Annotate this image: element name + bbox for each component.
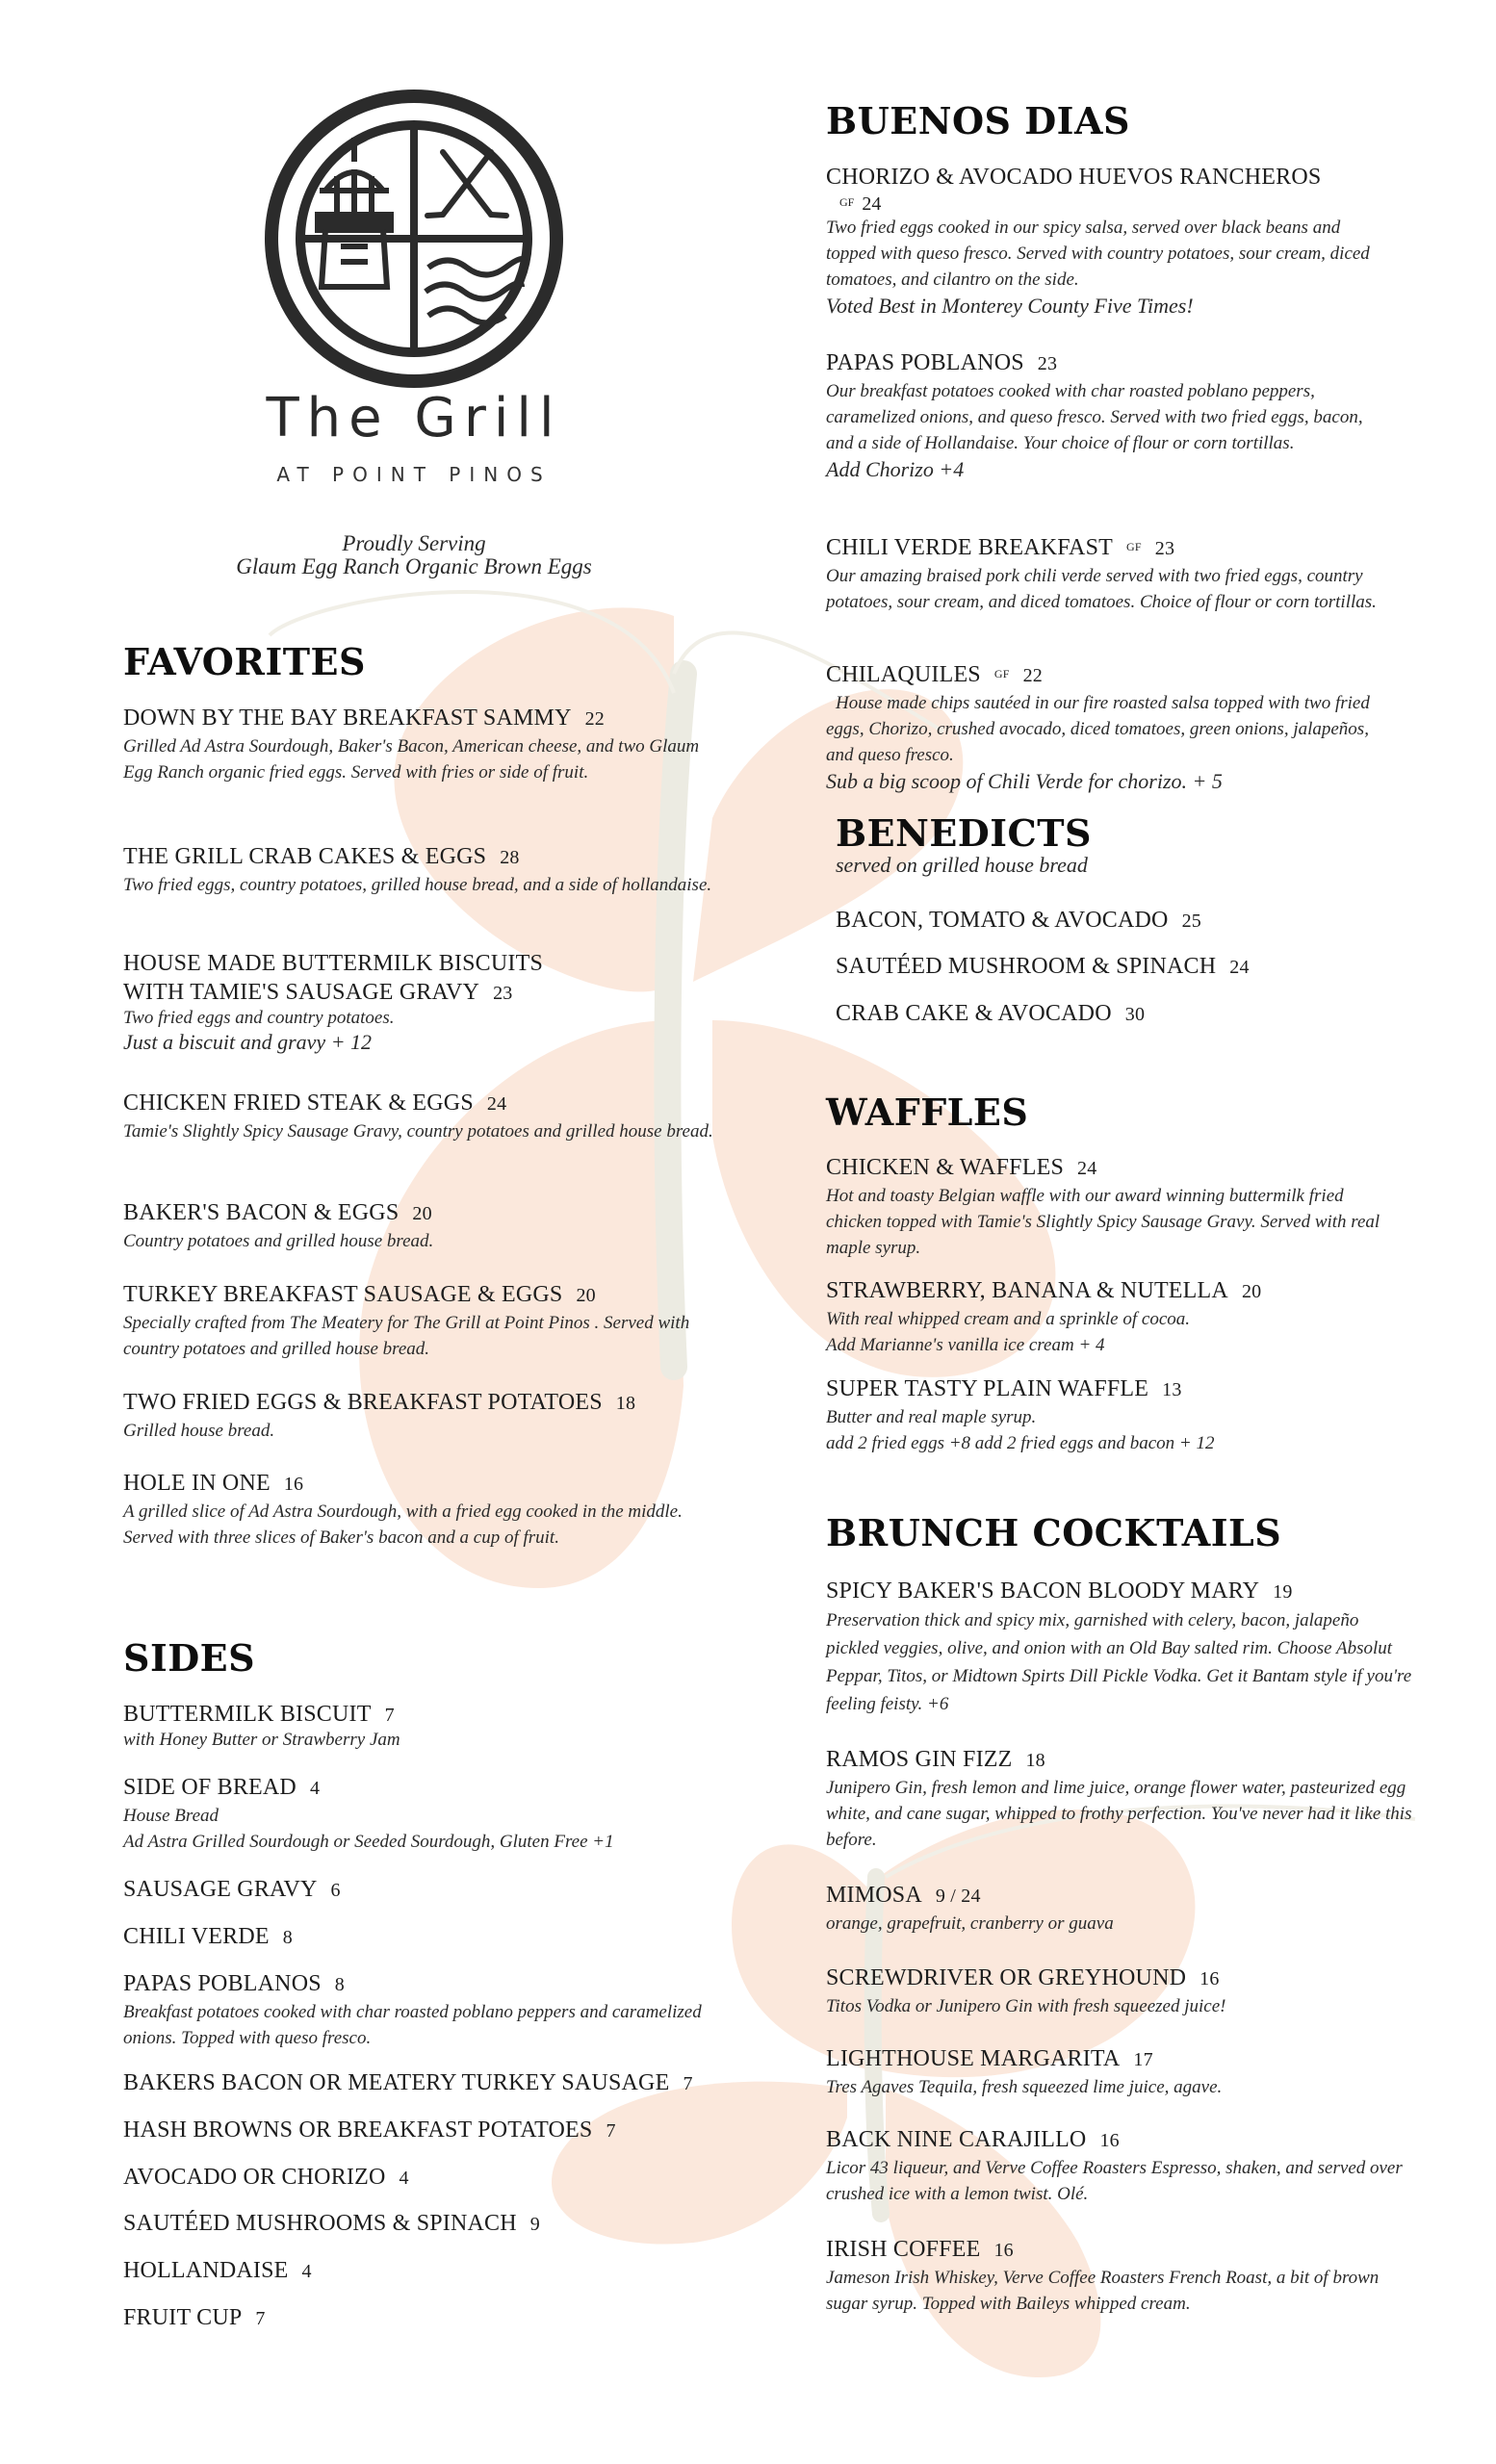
- menu-item: PAPAS POBLANOS 23 Our breakfast potatoes cooked with char roasted poblano peppers, caramelized onions, and queso fresco. Served with two fried eggs, bacon, and a side of Hollandaise. Your choice of flour or corn tortillas. Add Chorizo +4: [826, 350, 1363, 481]
- side-item: FRUIT CUP 7: [123, 2305, 266, 2330]
- side-item: SAUTÉED MUSHROOMS & SPINACH 9: [123, 2211, 540, 2236]
- side-item: SAUSAGE GRAVY 6: [123, 1877, 341, 1902]
- menu-item: TURKEY BREAKFAST SAUSAGE & EGGS 20 Specially crafted from The Meatery for The Grill at Point Pinos . Served with country potatoes and grilled house bread.: [123, 1282, 690, 1359]
- restaurant-logo: [260, 85, 568, 398]
- menu-item: CHICKEN FRIED STEAK & EGGS 24 Tamie's Slightly Spicy Sausage Gravy, country potatoes and grilled house bread.: [123, 1091, 713, 1142]
- menu-item: SUPER TASTY PLAIN WAFFLE 13 Butter and real maple syrup. add 2 fried eggs +8 add 2 fried eggs and bacon + 12: [826, 1376, 1215, 1453]
- menu-item: BAKER'S BACON & EGGS 20 Country potatoes and grilled house bread.: [123, 1200, 434, 1251]
- menu-item: CHORIZO & AVOCADO HUEVOS RANCHEROS $^{GF}$ 24 Two fried eggs cooked in our spicy salsa, served over black beans and topped with queso fresco. Served with country potatoes, sour cream, diced tomatoes, and cilantro on the side. Voted Best in Monterey County Five Times!: [826, 165, 1370, 318]
- side-item: PAPAS POBLANOS 8 Breakfast potatoes cooked with char roasted poblano peppers and caramelized onions. Topped with queso fresco.: [123, 1971, 702, 2048]
- menu-item: BACON, TOMATO & AVOCADO 25: [836, 908, 1201, 933]
- buenos-dias-heading: BUENOS DIAS: [826, 99, 1130, 142]
- menu-item: CHILAQUILES GF 22 House made chips sautéed in our fire roasted salsa topped with two fried eggs, Chorizo, crushed avocado, diced tomatoes, green onions, jalapeños, and queso fresco. Sub a big scoop of Chili Verde for chorizo. + 5: [826, 662, 1370, 793]
- menu-item: TWO FRIED EGGS & BREAKFAST POTATOES 18 Grilled house bread.: [123, 1390, 636, 1441]
- menu-item: BACK NINE CARAJILLO 16 Licor 43 liqueur, and Verve Coffee Roasters Espresso, shaken, and served over crushed ice with a lemon twist. Olé.: [826, 2127, 1403, 2204]
- sides-heading: SIDES: [123, 1636, 256, 1680]
- side-item: HOLLANDAISE 4: [123, 2258, 312, 2283]
- menu-item: CRAB CAKE & AVOCADO 30: [836, 1001, 1146, 1026]
- side-item: BUTTERMILK BISCUIT 7 with Honey Butter or Strawberry Jam: [123, 1702, 400, 1750]
- menu-item: THE GRILL CRAB CAKES & EGGS 28 Two fried eggs, country potatoes, grilled house bread, and a side of hollandaise.: [123, 844, 712, 895]
- benedicts-heading: BENEDICTS: [836, 811, 1092, 855]
- menu-item: SAUTÉED MUSHROOM & SPINACH 24: [836, 954, 1250, 979]
- side-item: BAKERS BACON OR MEATERY TURKEY SAUSAGE 7: [123, 2070, 693, 2095]
- menu-item: IRISH COFFEE 16 Jameson Irish Whiskey, Verve Coffee Roasters French Roast, a bit of brown sugar syrup. Topped with Baileys whipped cream.: [826, 2237, 1380, 2314]
- menu-item: LIGHTHOUSE MARGARITA 17 Tres Agaves Tequila, fresh squeezed lime juice, agave.: [826, 2046, 1223, 2097]
- side-item: HASH BROWNS OR BREAKFAST POTATOES 7: [123, 2118, 616, 2143]
- side-item: AVOCADO OR CHORIZO 4: [123, 2165, 409, 2190]
- side-item: SIDE OF BREAD 4 House Bread Ad Astra Grilled Sourdough or Seeded Sourdough, Gluten Free +1: [123, 1775, 614, 1852]
- side-item: CHILI VERDE 8: [123, 1924, 293, 1949]
- menu-item: STRAWBERRY, BANANA & NUTELLA 20 With real whipped cream and a sprinkle of cocoa. Add Marianne's vanilla ice cream + 4: [826, 1278, 1262, 1355]
- gluten-free-badge: GF: [993, 667, 1010, 680]
- menu-item: HOUSE MADE BUTTERMILK BISCUITS WITH TAMIE'S SAUSAGE GRAVY 23 Two fried eggs and country potatoes. Just a biscuit and gravy + 12: [123, 951, 544, 1054]
- menu-item: RAMOS GIN FIZZ 18 Junipero Gin, fresh lemon and lime juice, orange flower water, pasteurized egg white, and cane sugar, whipped to frothy perfection. You've never had it like this before.: [826, 1747, 1412, 1850]
- restaurant-name: The Grill: [266, 387, 562, 449]
- benedicts-subtitle: served on grilled house bread: [836, 853, 1088, 877]
- waffles-heading: WAFFLES: [826, 1091, 1029, 1134]
- menu-item: SPICY BAKER'S BACON BLOODY MARY 19 Preservation thick and spicy mix, garnished with celery, bacon, jalapeño pickled veggies, olive, and onion with an Old Bay salted rim. Choose Absolut Peppar, Titos, or Midtown Spirts Dill Pickle Vodka. Get it Bantam style if you're feeling feisty. +6: [826, 1578, 1412, 1714]
- restaurant-tagline: AT POINT PINOS: [276, 463, 552, 486]
- menu-item: DOWN BY THE BAY BREAKFAST SAMMY 22 Grilled Ad Astra Sourdough, Baker's Bacon, American cheese, and two Glaum Egg Ranch organic fried eggs. Served with fries or side of fruit.: [123, 706, 700, 783]
- menu-item: HOLE IN ONE 16 A grilled slice of Ad Astra Sourdough, with a fried egg cooked in the middle. Served with three slices of Baker's bacon and a cup of fruit.: [123, 1471, 683, 1548]
- menu-item: SCREWDRIVER OR GREYHOUND 16 Titos Vodka or Junipero Gin with fresh squeezed juice!: [826, 1965, 1226, 2016]
- egg-supplier-note: Proudly Serving Glaum Egg Ranch Organic Brown Eggs: [236, 531, 592, 578]
- gluten-free-badge: GF: [1126, 540, 1142, 553]
- menu-item: CHILI VERDE BREAKFAST GF 23 Our amazing braised pork chili verde served with two fried eggs, country potatoes, sour cream, and diced tomatoes. Choice of flour or corn tortillas.: [826, 535, 1377, 612]
- menu-item: MIMOSA 9 / 24 orange, grapefruit, cranberry or guava: [826, 1883, 1114, 1934]
- favorites-heading: FAVORITES: [123, 640, 366, 683]
- menu-item: CHICKEN & WAFFLES 24 Hot and toasty Belgian waffle with our award winning buttermilk fried chicken topped with Tamie's Slightly Spicy Sausage Gravy. Served with real maple syrup.: [826, 1155, 1380, 1258]
- gluten-free-badge: GF: [839, 195, 855, 209]
- brunch-cocktails-heading: BRUNCH COCKTAILS: [826, 1511, 1282, 1554]
